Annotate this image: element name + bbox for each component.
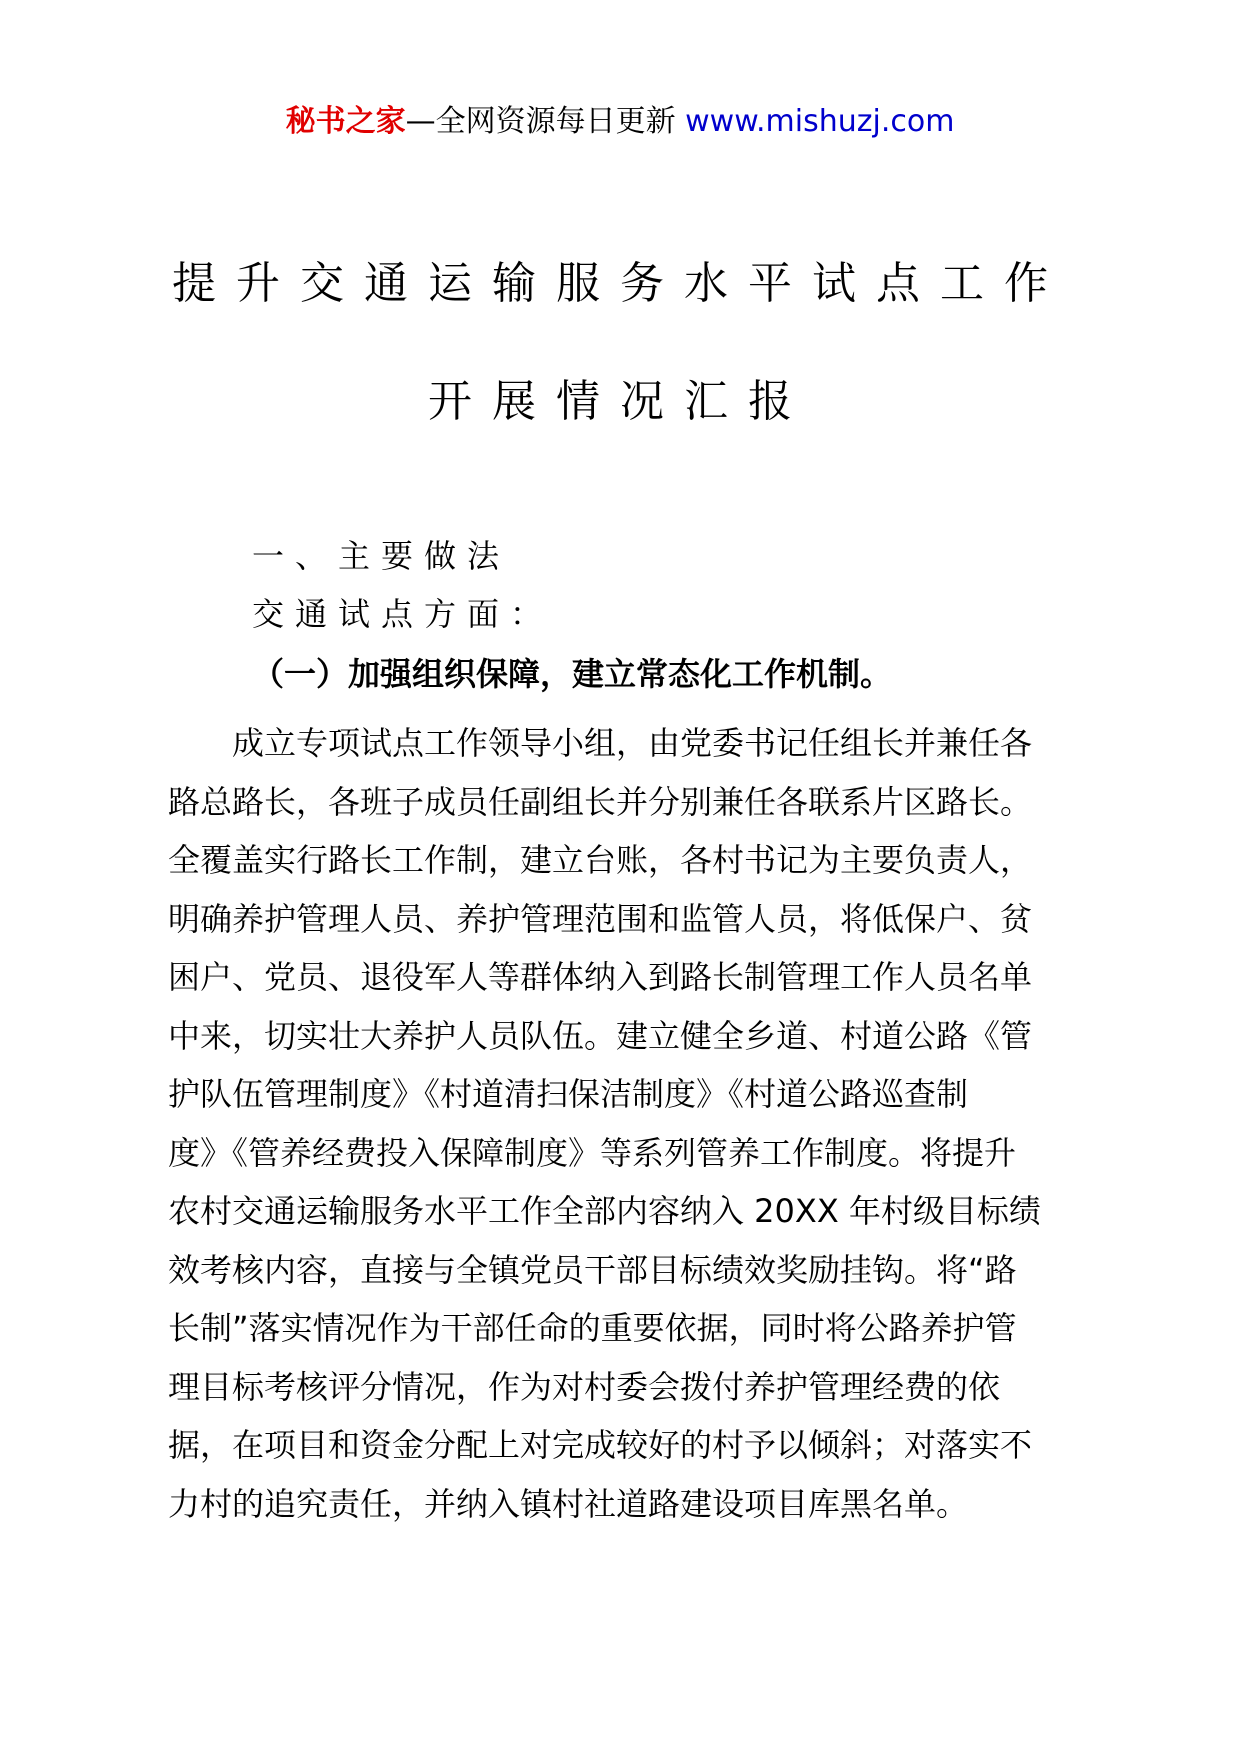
site-header [0, 100, 1240, 144]
paragraph-line: 明确养护管理人员、养护管理范围和监管人员，将低保户、贫 [168, 899, 1033, 938]
paragraph-line: 中来，切实壮大养护人员队伍。建立健全乡道、村道公路《管 [168, 1016, 1033, 1055]
section-heading: 一、主要做法 [252, 537, 511, 575]
paragraph-line: 度》《管养经费投入保障制度》等系列管养工作制度。将提升 [168, 1133, 1017, 1172]
paragraph-line: 理目标考核评分情况，作为对村委会拨付养护管理经费的依 [168, 1367, 1001, 1406]
site-brand: 秘书之家 [285, 104, 406, 139]
item-1-title: （一）加强组织保障，建立常态化工作机制。 [252, 655, 893, 693]
section-subheading: 交通试点方面： [252, 595, 554, 633]
paragraph-line: 效考核内容，直接与全镇党员干部目标绩效奖励挂钩。将“路 [168, 1250, 1017, 1289]
document-title-line-2: 开展情况汇报 [428, 376, 812, 427]
document-title-line-1: 提升交通运输服务水平试点工作 [172, 258, 1068, 309]
body-paragraph [168, 714, 1088, 1533]
paragraph-line: 据，在项目和资金分配上对完成较好的村予以倾斜；对落实不 [168, 1426, 1033, 1464]
paragraph-line: 路总路长，各班子成员任副组长并分别兼任各联系片区路长。 [168, 782, 1033, 821]
site-url-link[interactable]: www.mishuzj.com [685, 104, 955, 139]
paragraph-line: 农村交通运输服务水平工作全部内容纳入 20XX 年村级目标绩 [168, 1192, 1041, 1230]
paragraph-line: 成立专项试点工作领导小组，由党委书记任组长并兼任各 [232, 724, 1033, 762]
paragraph-line: 全覆盖实行路长工作制，建立台账，各村书记为主要负责人， [168, 841, 1033, 879]
paragraph-line: 护队伍管理制度》《村道清扫保洁制度》《村道公路巡查制 [168, 1075, 969, 1113]
paragraph-line: 长制”落实情况作为干部任命的重要依据，同时将公路养护管 [168, 1309, 1017, 1347]
paragraph-line: 困户、党员、退役军人等群体纳入到路长制管理工作人员名单 [168, 958, 1033, 996]
site-tagline: —全网资源每日更新 [405, 104, 676, 139]
paragraph-line: 力村的追究责任，并纳入镇村社道路建设项目库黑名单。 [168, 1484, 969, 1523]
